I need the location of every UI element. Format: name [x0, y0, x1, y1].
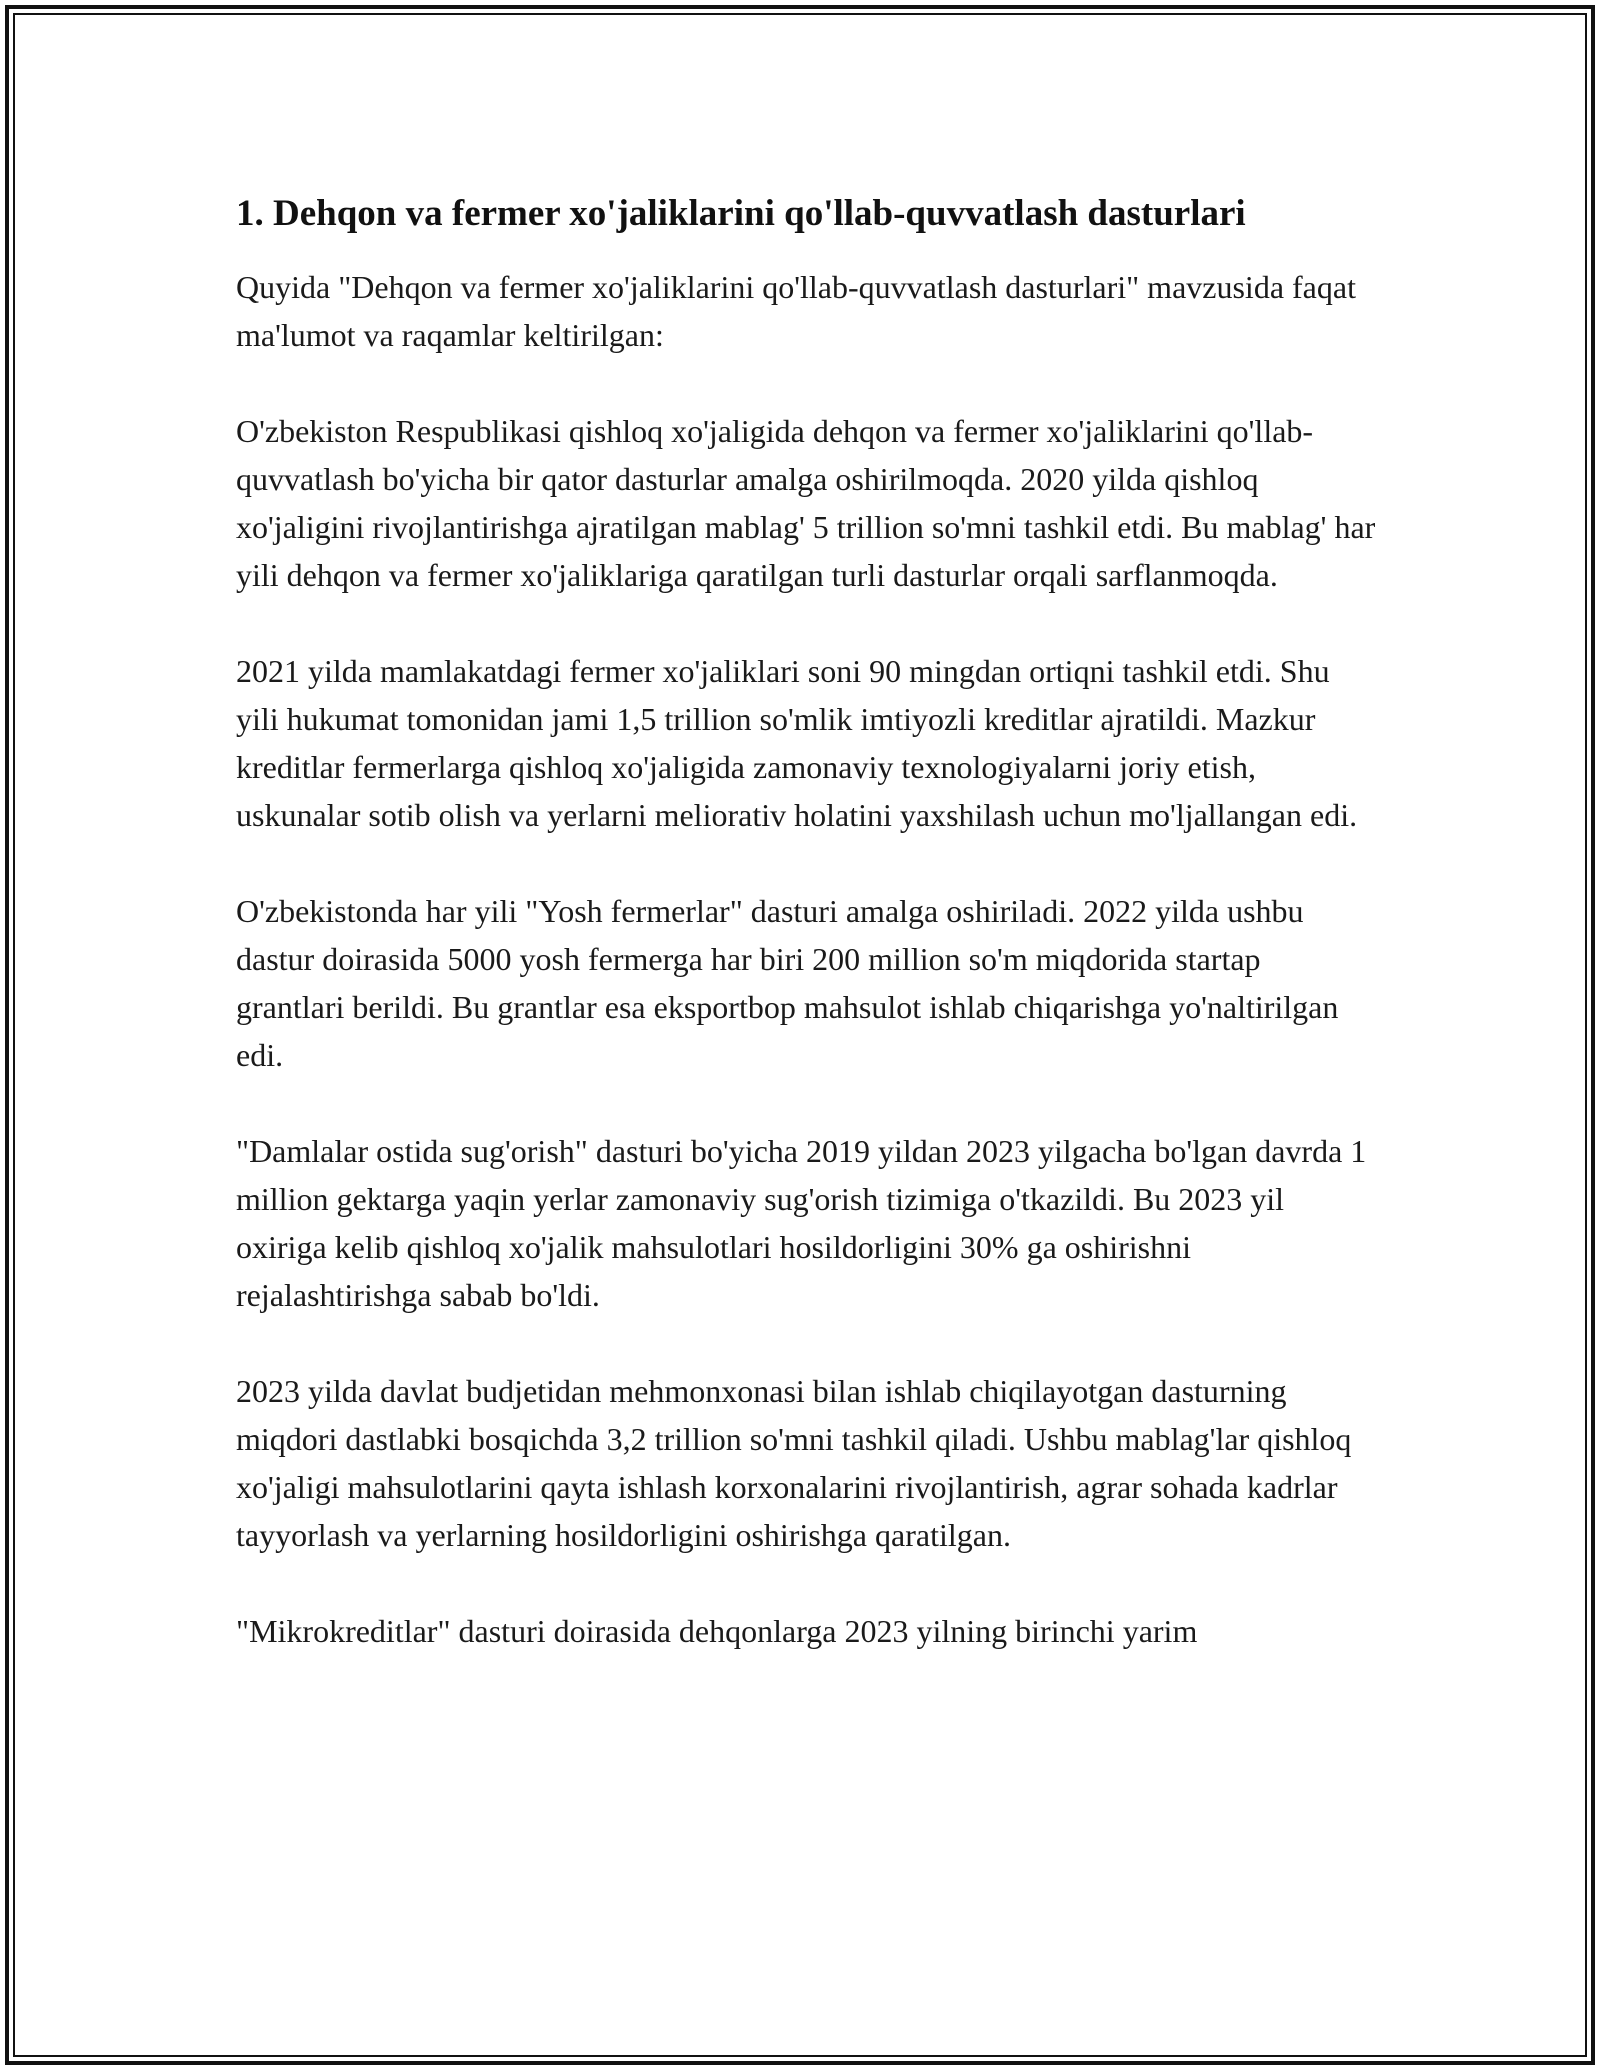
document-body [236, 186, 1376, 1655]
paragraph-microcredits: "Mikrokreditlar" dasturi doirasida dehqonlarga 2023 yilning birinchi yarim [236, 1613, 1198, 1649]
paragraph-drip-irrigation: "Damlalar ostida sug'orish" dasturi bo'yicha 2019 yildan 2023 yilgacha bo'lgan davrda 1 million gektarga yaqin yerlar zamonaviy sug'orish tizimiga o'tkazildi. Bu 2023 yil oxiriga kelib qishloq xo'jalik mahsulotlari hosildorligini 30% ga oshirishni rejalashtirishga sabab bo'ldi. [236, 1133, 1367, 1313]
paragraph-budget-2023: 2023 yilda davlat budjetidan mehmonxonasi bilan ishlab chiqilayotgan dasturning miqdori dastlabki bosqichda 3,2 trillion so'mni tashkil qiladi. Ushbu mablag'lar qishloq xo'jaligi mahsulotlarini qayta ishlash korxonalarini rivojlantirish, agrar sohada kadrlar tayyorlash va yerlarning hosildorligini oshirishga qaratilgan. [236, 1373, 1352, 1553]
paragraph-young-farmers-2022: O'zbekistonda har yili "Yosh fermerlar" dasturi amalga oshiriladi. 2022 yilda ushbu dastur doirasida 5000 yosh fermerga har biri 200 million so'm miqdorida startap grantlari berildi. Bu grantlar esa eksportbop mahsulot ishlab chiqarishga yo'naltirilgan edi. [236, 893, 1339, 1073]
document-title: 1. Dehqon va fermer xo'jaliklarini qo'llab-quvvatlash dasturlari [236, 193, 1246, 234]
paragraph-credits-2021: 2021 yilda mamlakatdagi fermer xo'jaliklari soni 90 mingdan ortiqni tashkil etdi. Shu yili hukumat tomonidan jami 1,5 trillion so'mlik imtiyozli kreditlar ajratildi. Mazkur kreditlar fermerlarga qishloq xo'jaligida zamonaviy texnologiyalarni joriy etish, uskunalar sotib olish va yerlarni meliorativ holatini yaxshilash uchun mo'ljallangan edi. [236, 653, 1358, 833]
paragraph-funding-2020: O'zbekiston Respublikasi qishloq xo'jaligida dehqon va fermer xo'jaliklarini qo'llab-quvvatlash bo'yicha bir qator dasturlar amalga oshirilmoqda. 2020 yilda qishloq xo'jaligini rivojlantirishga ajratilgan mablag' 5 trillion so'mni tashkil etdi. Bu mablag' har yili dehqon va fermer xo'jaliklariga qaratilgan turli dasturlar orqali sarflanmoqda. [236, 413, 1376, 593]
intro-paragraph: Quyida "Dehqon va fermer xo'jaliklarini qo'llab-quvvatlash dasturlari" mavzusida faqat ma'lumot va raqamlar keltirilgan: [236, 269, 1356, 353]
